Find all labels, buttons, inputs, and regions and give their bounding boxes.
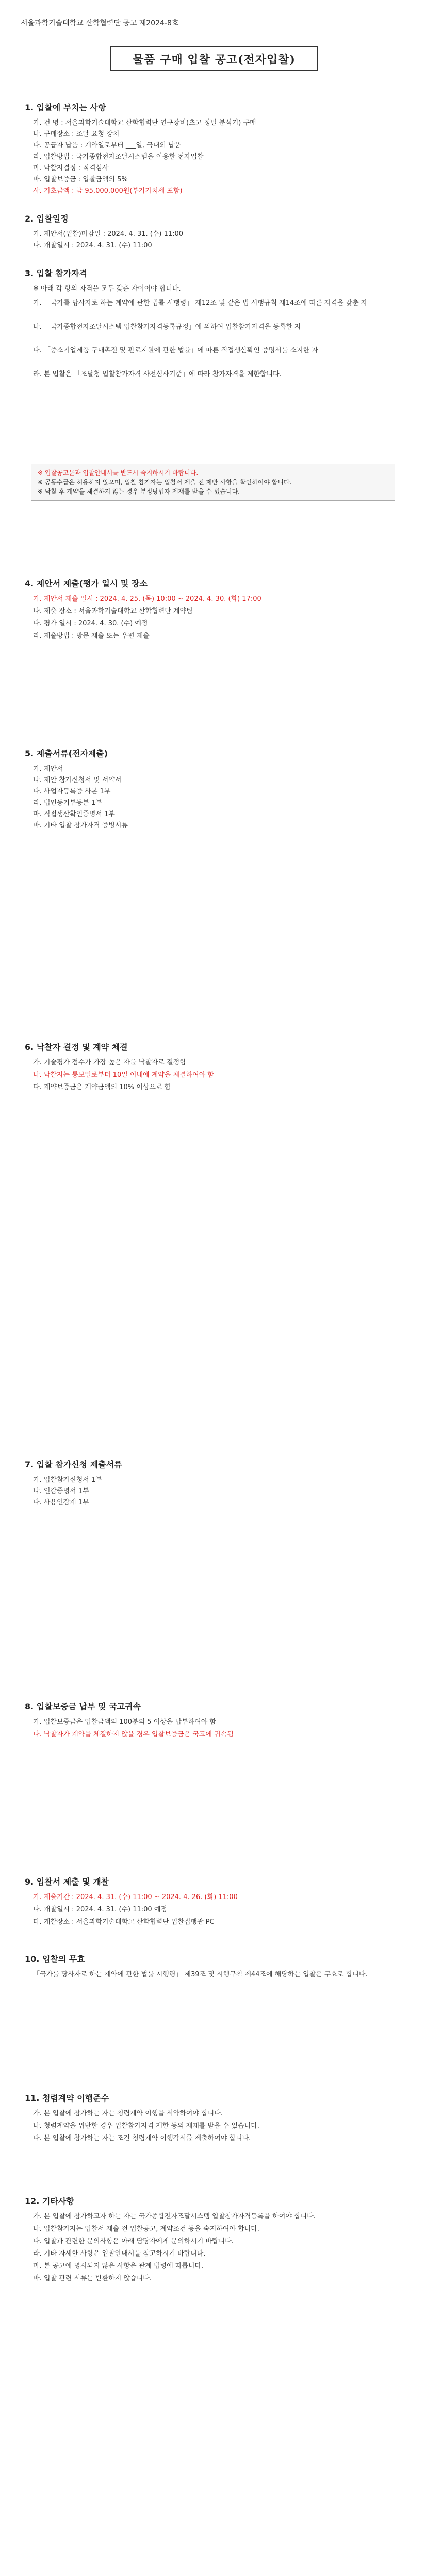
section-5-item: 다. 사업자등록증 사본 1부	[33, 788, 111, 795]
section-4-item: 다. 평가 일시 : 2024. 4. 30. (수) 예정	[33, 620, 148, 628]
notice-line: ※ 입찰공고문과 입찰안내서를 반드시 숙지하시기 바랍니다.	[38, 469, 199, 477]
section-5-item: 라. 법인등기부등본 1부	[33, 799, 102, 807]
section-6-heading: 6. 낙찰자 결정 및 계약 체결	[25, 1042, 128, 1052]
section-2-item: 가. 제안서(입찰)마감일 : 2024. 4. 31. (수) 11:00	[33, 230, 184, 238]
section-5-item: 가. 제안서	[33, 765, 63, 773]
section-1-item: 라. 입찰방법 : 국가종합전자조달시스템을 이용한 전자입찰	[33, 153, 204, 161]
section-5-item: 나. 제안 참가신청서 및 서약서	[33, 776, 122, 784]
page-title: 물품 구매 입찰 공고(전자입찰)	[133, 53, 296, 66]
section-6-item: 다. 계약보증금은 계약금액의 10% 이상으로 함	[33, 1083, 171, 1091]
section-1-item: 마. 낙찰자결정 : 적격심사	[33, 164, 109, 172]
notice-line: ※ 공동수급은 허용하지 않으며, 입찰 참가자는 입찰서 제출 전 제반 사항을 확인하여야 합니다.	[38, 479, 292, 486]
section-11-item: 가. 본 입찰에 참가하는 자는 청렴계약 이행을 서약하여야 합니다.	[33, 2110, 223, 2117]
notice-number: 서울과학기술대학교 산학협력단 공고 제2024-8호	[21, 19, 179, 27]
section-2-item: 나. 개찰일시 : 2024. 4. 31. (수) 11:00	[33, 242, 152, 249]
section-5-item: 마. 직접생산확인증명서 1부	[33, 810, 115, 818]
section-12-item: 라. 기타 자세한 사항은 입찰안내서를 참고하시기 바랍니다.	[33, 2250, 206, 2258]
section-1-item: 다. 공급자 납품 : 계약일로부터 ___일, 국내외 납품	[33, 142, 182, 149]
section-1-item: 나. 구매장소 : 조달 요청 장치	[33, 130, 120, 138]
section-1-item: 바. 입찰보증금 : 입찰금액의 5%	[33, 176, 128, 183]
section-8-heading: 8. 입찰보증금 납부 및 국고귀속	[25, 1702, 141, 1711]
section-11-heading: 11. 청렴계약 이행준수	[25, 2093, 109, 2103]
section-4-item: 나. 제출 장소 : 서울과학기술대학교 산학협력단 계약팀	[33, 607, 193, 615]
section-4-item: 가. 제안서 제출 일시 : 2024. 4. 25. (목) 10:00 ~ 2024. 4. 30. (화) 17:00	[33, 595, 261, 603]
section-7-item: 가. 입찰참가신청서 1부	[33, 1476, 102, 1484]
section-6-item: 나. 낙찰자는 통보일로부터 10일 이내에 계약을 체결하여야 함	[33, 1071, 214, 1079]
section-1-item: 가. 건 명 : 서울과학기술대학교 산학협력단 연구장비(초고 정밀 분석기) 구매	[33, 119, 256, 127]
section-12-item: 나. 입찰참가자는 입찰서 제출 전 입찰공고, 계약조건 등을 숙지하여야 합니다.	[33, 2225, 259, 2233]
section-9-item: 다. 개찰장소 : 서울과학기술대학교 산학협력단 입찰집행관 PC	[33, 1918, 215, 1926]
section-3-item: 다. 「중소기업제품 구매촉진 및 판로지원에 관한 법률」에 따른 직접생산확인 증명서를 소지한 자	[33, 347, 318, 354]
section-1-item: 사. 기초금액 : 금 95,000,000원(부가가치세 포함)	[33, 187, 183, 195]
section-11-item: 다. 본 입찰에 참가하는 자는 조건 청렴계약 이행각서를 제출하여야 합니다.	[33, 2134, 251, 2142]
section-7-item: 다. 사용인감계 1부	[33, 1499, 89, 1506]
section-4-heading: 4. 제안서 제출(평가 일시 및 장소	[25, 579, 148, 588]
section-12-heading: 12. 기타사항	[25, 2196, 74, 2206]
section-3-item: 나. 「국가종합전자조달시스템 입찰참가자격등록규정」에 의하여 입찰참가자격을 등록한 자	[33, 323, 301, 331]
section-7-item: 나. 인감증명서 1부	[33, 1487, 89, 1495]
section-3-heading: 3. 입찰 참가자격	[25, 268, 88, 278]
section-5-item: 바. 기타 입찰 참가자격 증빙서류	[33, 822, 128, 829]
section-8-item: 가. 입찰보증금은 입찰금액의 100분의 5 이상을 납부하여야 함	[33, 1718, 216, 1726]
section-1-heading: 1. 입찰에 부치는 사항	[25, 103, 106, 112]
section-3-item: 가. 「국가를 당사자로 하는 계약에 관한 법률 시행령」 제12조 및 같은 법 시행규칙 제14조에 따른 자격을 갖춘 자	[33, 299, 368, 307]
section-12-item: 마. 본 공고에 명시되지 않은 사항은 관계 법령에 따릅니다.	[33, 2262, 204, 2270]
notice-box	[31, 464, 395, 501]
section-5-heading: 5. 제출서류(전자제출)	[25, 749, 108, 758]
section-9-item: 가. 제출기간 : 2024. 4. 31. (수) 11:00 ~ 2024. 4. 26. (화) 11:00	[33, 1893, 238, 1901]
section-4-item: 라. 제출방법 : 방문 제출 또는 우편 제출	[33, 632, 150, 640]
section-7-heading: 7. 입찰 참가신청 제출서류	[25, 1460, 122, 1469]
section-9-heading: 9. 입찰서 제출 및 개찰	[25, 1877, 109, 1887]
section-12-item: 다. 입찰과 관련한 문의사항은 아래 담당자에게 문의하시기 바랍니다.	[33, 2238, 234, 2245]
section-2-heading: 2. 입찰일정	[25, 214, 69, 224]
section-8-item: 나. 낙찰자가 계약을 체결하지 않을 경우 입찰보증금은 국고에 귀속됨	[33, 1731, 234, 1738]
section-12-item: 바. 입찰 관련 서류는 반환하지 않습니다.	[33, 2275, 152, 2282]
section-6-item: 가. 기술평가 점수가 가장 높은 자를 낙찰자로 결정함	[33, 1059, 186, 1066]
section-12-item: 가. 본 입찰에 참가하고자 하는 자는 국가종합전자조달시스템 입찰참가자격등록을 하여야 합니다.	[33, 2213, 316, 2221]
section-11-item: 나. 청렴계약을 위반한 경우 입찰참가자격 제한 등의 제재를 받을 수 있습니다.	[33, 2122, 259, 2130]
notice-line: ※ 낙찰 후 계약을 체결하지 않는 경우 부정당업자 제재를 받을 수 있습니다.	[38, 488, 240, 495]
section-9-item: 나. 개찰일시 : 2024. 4. 31. (수) 11:00 예정	[33, 1906, 167, 1913]
section-3-intro: ※ 아래 각 항의 자격을 모두 갖춘 자이어야 합니다.	[33, 285, 181, 293]
section-3-item: 라. 본 입찰은 「조달청 입찰참가자격 사전심사기준」에 따라 참가자격을 제한합니다.	[33, 370, 282, 378]
section-10-text: 「국가를 당사자로 하는 계약에 관한 법률 시행령」 제39조 및 시행규칙 제44조에 해당하는 입찰은 무효로 합니다.	[33, 1971, 368, 1978]
section-10-heading: 10. 입찰의 무효	[25, 1954, 85, 1964]
title-box	[110, 46, 318, 71]
